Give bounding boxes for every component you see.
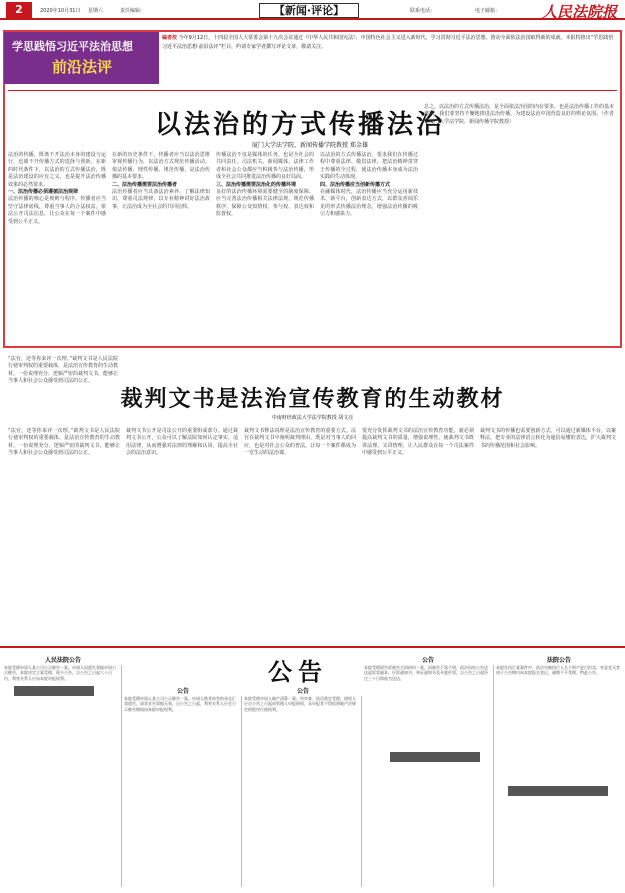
paragraph: 以法治的方式传播法治，要求我们在传播过程中尊重法律、敬畏法律，把法治精神贯穿于传播的全过程，使法治传播本身成为法治实践的生动体现。 [320,152,418,181]
second-column-1 [8,428,120,642]
feature-column-5 [424,104,614,344]
notice-block [124,696,242,887]
subheading: 三、法治传播需要法治化的传播环境 [216,181,297,188]
subheading: 四、法治传播应当创新传播方式 [320,181,391,188]
notice-title: 公告 [296,688,309,695]
notice-title: 公告 [421,657,434,664]
column-banner-line1: 学思践悟习近平法治思想 [12,40,133,53]
notice-block [4,665,122,887]
bottom-divider [0,646,625,648]
column-banner [4,32,159,84]
feature-column-4 [320,152,418,344]
second-column-3 [244,428,356,642]
feature-column-2 [112,152,210,344]
notice-text: 本院受理申请人破产清算一案，经审查，依法裁定受理。债权人应自公告之日起向管理人申报债权，未申报者不得依照破产法规定的程序行使权利。 [244,696,356,712]
notice-text: 本院在执行某案件中，依法对被执行人名下财产进行拍卖。有意竞买者请于公告期内向本院报名登记，逾期不予受理。特此公告。 [496,665,620,676]
second-column-2 [126,428,238,642]
feature-column-3 [216,152,314,344]
notice-block [364,665,494,887]
editor-note-text: 今年9月12日，十四届全国人大常委会第十九次会议通过《中华人民共和国宪法》，中国特色社会主义进入新时代，学习贯彻习近平法治思想，推动全面依法治国取得新的成就。本报特推出“学思践悟习近平法治思想·前沿法评”栏目，约请专家学者撰写评论文章，敬请关注。 [162,35,614,50]
paragraph: 法治传播者应当具备法治素养，了解法律知识，尊重司法规律，以专业精神讲好法治故事，让法治成为全社会的共同信仰。 [112,189,210,210]
header-phone: 联系电话： [410,8,436,14]
announcement-title: 公告 [268,657,328,686]
page-number: 2 [6,2,32,18]
paragraph: 总之，以法治的方式传播法治，是全面依法治国的内在要求，也是法治传播工作的基本遵循。我们要坚持不懈地推进法治传播，为建设法治中国营造良好的舆论氛围。（作者系厦门大学法学院、新闻传播学院教授） [424,104,615,125]
divider [8,90,617,91]
paragraph: 要充分发挥裁判文书的法治宣传教育功能，就必须提高裁判文书的质量，增强说理性，使裁判文书既讲法理、又讲情理，让人民群众在每一个司法案件中感受到公平正义。 [362,428,474,457]
main-headline: 以法治的方式传播法治 [154,110,445,140]
paragraph: 裁判文书释法说理是法治宣传教育的重要方式。法官在裁判文书中阐明裁判理由，既是对当事人的回应，也是对社会公众的普法，让每一个案件都成为一堂生动的法治课。 [244,428,356,457]
paragraph: 裁判文书公开是司法公开的重要组成部分。通过裁判文书公开，公众可以了解法院如何认定事实、适用法律，从而增强对法律的理解和认同，提高全社会的法治意识。 [126,428,238,457]
paper-logo: 人民法院报 [541,3,617,21]
section-title: 【新闻·评论】 [259,3,359,18]
paragraph: 传播法治不仅是媒体的任务，也是全社会的共同责任。司法机关、新闻媒体、法律工作者和社会公众都应当积极参与法治传播，形成全社会共同推进法治传播的良好局面。 [216,152,314,181]
column-banner-line2: 前沿法评 [52,58,113,76]
header-editor: 责任编辑： [120,8,146,14]
paragraph: 良好的法治传播环境需要健全的制度保障。应当完善法治传播相关法律法规，规范传播秩序，保障公众知情权、参与权、表达权和监督权。 [216,189,314,218]
notice-title: 人民法院公告 [44,657,81,664]
paragraph: 法治的传播，既离不开法治本身的建设与运行，也离不开传播方式的选择与创新。在新的时代条件下，以法治的方式传播法治，既是法治建设的应有之义，也是提升法治传播效果的必然要求。 [8,152,106,188]
second-byline: 中南财经政法大学法学院教授 胡文亮 [271,415,354,421]
notice-title: 公告 [176,688,189,695]
subheading: 一、法治传播必须遵循法治规律 [8,189,79,196]
editor-note-label: 编者按 [162,35,178,41]
second-column-5 [480,428,616,642]
header-weekday: 星期六 [88,8,104,14]
second-column-4 [362,428,474,642]
paragraph: “法官，还等你来评一次理。”裁判文书是人民法院行使审判权的重要载体，是法治宣传教育的生动教材。一份说理充分、逻辑严密的裁判文书，能够让当事人和社会公众感受到司法的公正。 [8,428,120,457]
paragraph: “法官，还等你来评一次理。”裁判文书是人民法院行使审判权的重要载体，是法治宣传教育的生动教材。一份说理充分、逻辑严密的裁判文书，能够让当事人和社会公众感受到司法的公正。 [8,356,119,385]
editor-note [162,34,617,84]
paragraph: 法治传播的核心是规则与程序。传播者应当坚守法律底线，尊重当事人的合法权益，依法公开司法信息，让公众在每一个案件中感受到公平正义。 [8,196,106,225]
header-date: 2020年10月31日 [40,8,81,14]
notice-text: 本院受理申请人某公司公示催告一案，申请人因遗失票据申请公示催告，本院决定立案受理。现予公告。自公告之日起六十日内，利害关系人应向本院申报权利。 [4,665,116,681]
paragraph: 裁判文书的传播也需要创新方式。可以通过新媒体平台，以案释法，把专业的法律语言转化为通俗易懂的表达，扩大裁判文书的传播范围和社会影响。 [480,428,616,449]
notice-title: 法院公告 [546,657,571,664]
paragraph: 在新的历史条件下，传播者应当以法治思维审视传播行为，以法治方式规范传播活动。依法传播、理性传播、规范传播，是法治传播的基本要求。 [112,152,210,181]
notice-text: 本院受理申请人某公司公示催告一案。申请人称其持有的承兑汇票遗失，请求宣告票据无效。自公告之日起，利害关系人应在公示催告期间向本院申报权利。 [124,696,236,712]
subheading: 二、法治传播需要法治传播者 [112,181,178,188]
notice-block [496,665,622,887]
second-lead [8,356,119,385]
second-headline: 裁判文书是法治宣传教育的生动教材 [120,386,505,412]
feature-column-1 [8,152,106,344]
header-email: 电子邮箱： [475,8,501,14]
notice-text: 本院受理原告诉被告合同纠纷一案，因被告下落不明，依法向你公告送达起诉状副本、应诉通知书、举证通知书及开庭传票。自公告之日起经过三十日即视为送达。 [364,665,488,681]
paragraph: 在融媒体时代，法治传播应当充分运用新技术、新平台，创新表达方式，以群众喜闻乐见的形式传播法治理念，增强法治传播的吸引力和感染力。 [320,189,418,218]
main-byline: 厦门大学法学院、新闻传播学院教授 郑金雄 [252,142,368,149]
notice-block [244,696,362,887]
